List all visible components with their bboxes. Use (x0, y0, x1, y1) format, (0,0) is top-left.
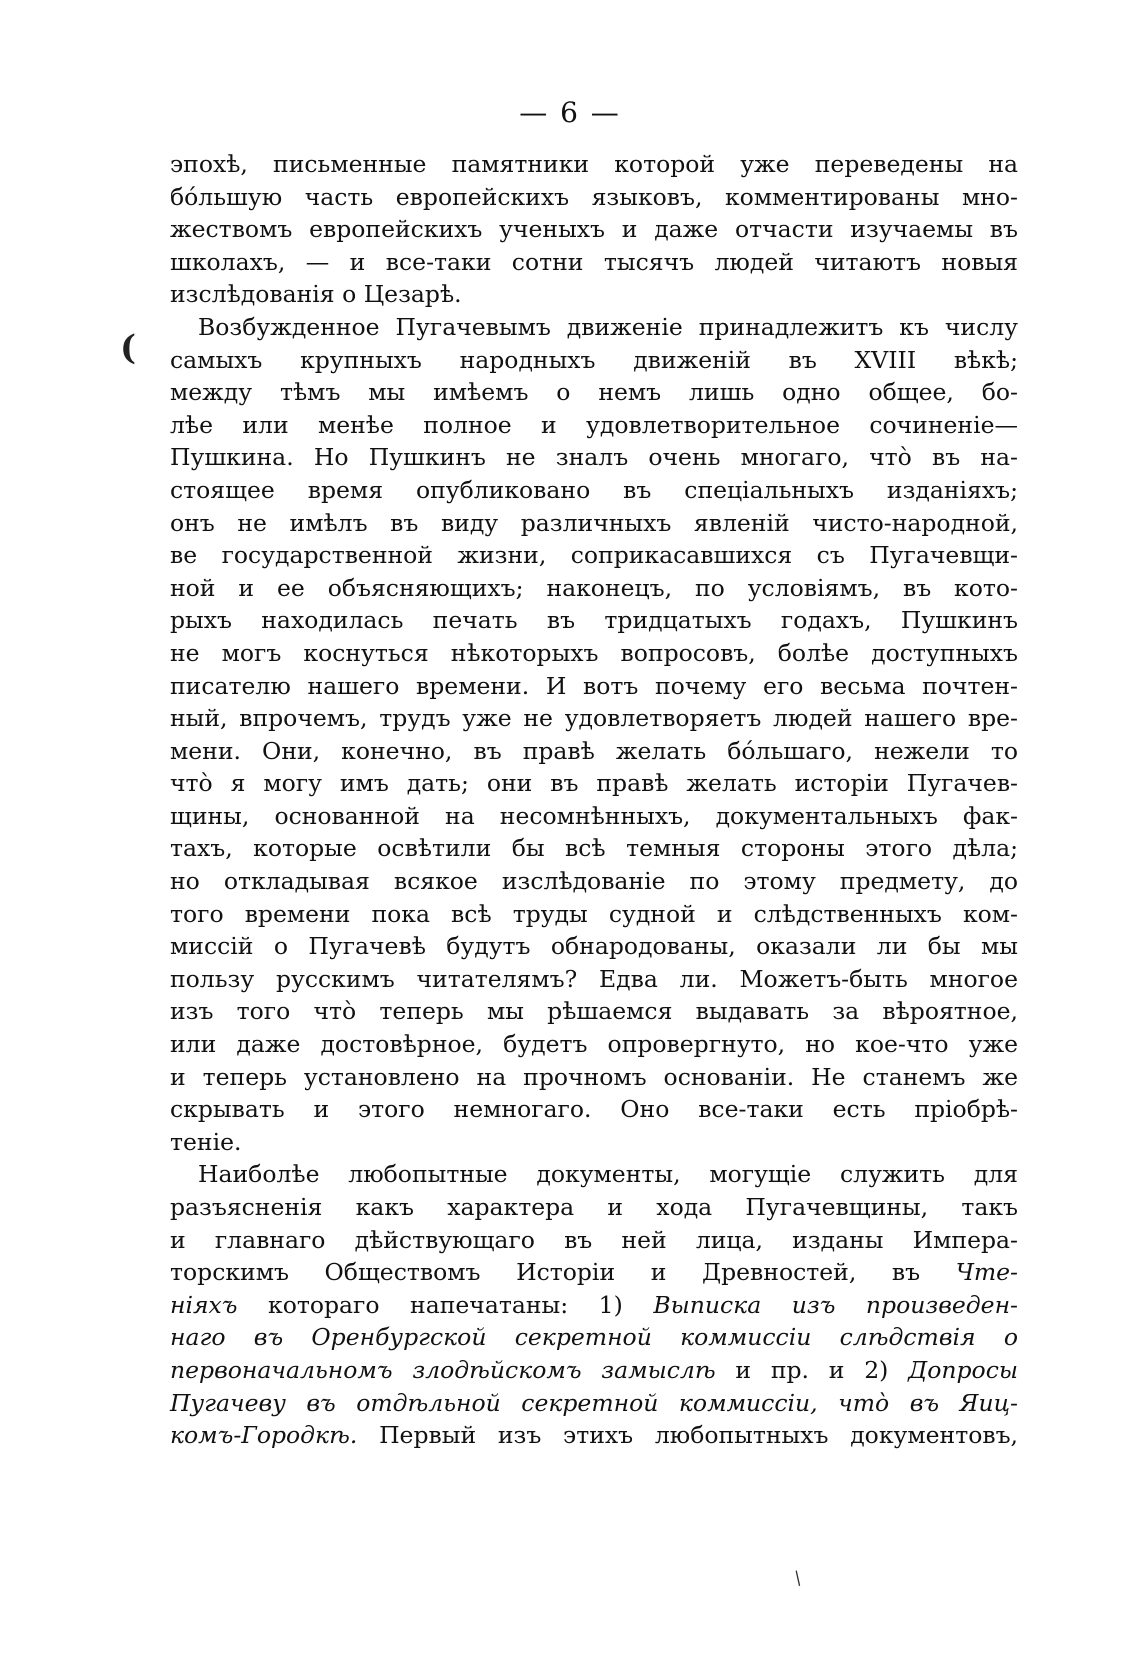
text-line: того времени пока всѣ труды судной и слѣдственныхъ ком- (170, 899, 1018, 928)
text-line: но откладывая всякое изслѣдованіе по этому предмету, до (170, 867, 1018, 896)
text-line: эпохѣ, письменные памятники которой уже переведены на (170, 150, 1018, 178)
text-line: и теперь установлено на прочномъ основаніи. Не станемъ же (170, 1062, 1018, 1091)
text-line: Наиболѣе любопытные документы, могущіе служить для (198, 1160, 1018, 1189)
page-number: — 6 — (519, 96, 621, 129)
text-line: между тѣмъ мы имѣемъ о немъ лишь одно общее, бо- (170, 378, 1018, 407)
text-line: изъ того что̀ теперь мы рѣшаемся выдавать за вѣроятное, (170, 997, 1018, 1026)
italic-title: Допросы (908, 1355, 1018, 1384)
text-line: комъ-Городкѣ. Первый изъ этихъ любопытныхъ документовъ, (170, 1421, 1018, 1450)
text-line: школахъ, — и все-таки сотни тысячъ людей читаютъ новыя (170, 247, 1018, 276)
text-line: наго въ Оренбургской секретной коммиссіи слѣдствія о (170, 1323, 1018, 1352)
page-body (170, 148, 1018, 1452)
italic-title: первоначальномъ злодѣйскомъ замыслѣ (170, 1355, 716, 1384)
text-line: онъ не имѣлъ въ виду различныхъ явленій чисто-народной, (170, 508, 1018, 537)
text-line: Пугачеву въ отдѣльной секретной коммиссіи, что̀ въ Яиц- (170, 1388, 1018, 1417)
text-line: не могъ коснуться нѣкоторыхъ вопросовъ, болѣе доступныхъ (170, 638, 1018, 667)
text-line: первоначальномъ злодѣйскомъ замыслѣ и пр. и 2) Допросы (170, 1355, 1018, 1384)
italic-title: ніяхъ (170, 1290, 238, 1319)
text-line: скрывать и этого немногаго. Оно все-таки есть пріобрѣ- (170, 1095, 1018, 1124)
italic-title: Чте- (955, 1258, 1018, 1287)
text-line: торскимъ Обществомъ Исторіи и Древностей, въ Чте- (170, 1258, 1018, 1287)
margin-pencil-mark: ( (120, 328, 137, 368)
text-line: писателю нашего времени. И вотъ почему его весьма почтен- (170, 671, 1018, 700)
text-line: стоящее время опубликовано въ спеціальныхъ изданіяхъ; (170, 475, 1018, 504)
text-line: лѣе или менѣе полное и удовлетворительное сочиненіе— (170, 410, 1018, 439)
text-line: или даже достовѣрное, будетъ опровергнуто, но кое-что уже (170, 1030, 1018, 1059)
text-line: миссій о Пугачевѣ будутъ обнародованы, оказали ли бы мы (170, 932, 1018, 961)
text-line: изслѣдованія о Цезарѣ. (170, 280, 462, 309)
text-line: разъясненія какъ характера и хода Пугачевщины, такъ (170, 1193, 1018, 1221)
text-line: ной и ее объясняющихъ; наконецъ, по условіямъ, въ кото- (170, 573, 1018, 602)
paragraph-3 (170, 1158, 1018, 1451)
italic-title: Выписка изъ произведен- (653, 1290, 1018, 1319)
italic-title: комъ-Городкѣ. (170, 1421, 358, 1450)
text-line: Возбужденное Пугачевымъ движеніе принадлежитъ къ числу (198, 312, 1018, 341)
text-line: ный, впрочемъ, трудъ уже не удовлетворяетъ людей нашего вре- (170, 704, 1018, 733)
text-line: жествомъ европейскихъ ученыхъ и даже отчасти изучаемы въ (170, 215, 1018, 244)
paragraph-1 (170, 148, 1018, 311)
paragraph-2 (170, 311, 1018, 1158)
text-line: мени. Они, конечно, въ правѣ желать бо́льшаго, нежели то (170, 736, 1018, 765)
text-line: и главнаго дѣйствующаго въ ней лица, изданы Импера- (170, 1225, 1018, 1254)
text-line: тахъ, которые освѣтили бы всѣ темныя стороны этого дѣла; (170, 834, 1018, 863)
text-line: теніе. (170, 1127, 242, 1156)
text-line: щины, основанной на несомнѣнныхъ, документальныхъ фак- (170, 801, 1018, 830)
text-line: самыхъ крупныхъ народныхъ движеній въ XVIII вѣкѣ; (170, 345, 1018, 374)
text-line: ніяхъ котораго напечатаны: 1) Выписка изъ произведен- (170, 1290, 1018, 1319)
text-line: что̀ я могу имъ дать; они въ правѣ желать исторіи Пугачев- (170, 769, 1018, 798)
text-line: ве государственной жизни, соприкасавшихся съ Пугачевщи- (170, 541, 1018, 570)
text-line: Пушкина. Но Пушкинъ не зналъ очень многаго, что̀ въ на- (170, 443, 1018, 472)
text-line: рыхъ находилась печать въ тридцатыхъ годахъ, Пушкинъ (170, 606, 1018, 635)
text-line: бо́льшую часть европейскихъ языковъ, комментированы мно- (170, 182, 1018, 211)
text-line: пользу русскимъ читателямъ? Едва ли. Можетъ-быть многое (170, 964, 1018, 993)
stray-pencil-tick: / (790, 1567, 806, 1590)
